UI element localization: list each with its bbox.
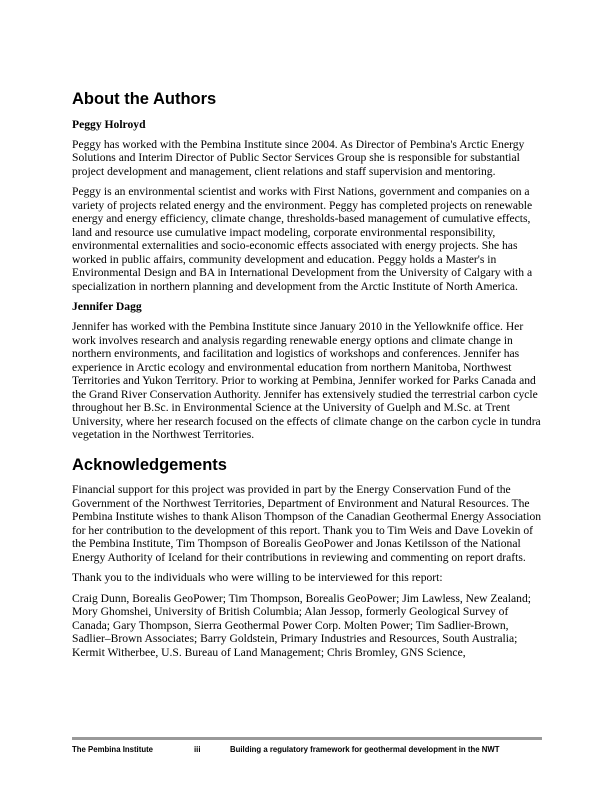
footer-page-number: iii [194, 745, 201, 754]
peggy-paragraph-1: Peggy has worked with the Pembina Institute since 2004. As Director of Pembina's Arctic Energy Solutions and Interim Director of Public Sector Services Group she is responsible for substantial project development and management, client relations and staff supervision and mentoring. [72, 137, 525, 178]
acknowledgements-paragraph-2: Thank you to the individuals who were willing to be interviewed for this report: [72, 571, 443, 585]
footer-divider [72, 737, 542, 740]
author-name-jennifer: Jennifer Dagg [72, 300, 142, 314]
peggy-paragraph-2: Peggy is an environmental scientist and works with First Nations, government and companies on a variety of projects related energy and the environment. Peggy has completed projects on renewable energy and energy efficiency, climate change, thresholds-based management of cumulative effects, land and resource use cumulative impact modeling, corporate environmental responsibility, environmental externalities and socio-economic effects associated with energy projects. She has worked in public affairs, community development and education. Peggy holds a Master's in Environmental Design and BA in International Development from the University of Calgary with a specialization in northern planning and development from the Arctic Institute of North America. [72, 185, 533, 293]
acknowledgements-paragraph-1: Financial support for this project was provided in part by the Energy Conservation Fund of the Government of the Northwest Territories, Department of Environment and Natural Resources. The Pembina Institute wishes to thank Alison Thompson of the Canadian Geothermal Energy Association for her contribution to the development of this report. Thank you to Tim Weis and Dave Lovekin of the Pembina Institute, Tim Thompson of Borealis GeoPower and Jonas Ketilsson of the National Energy Authority of Iceland for their contributions in reviewing and commenting on report drafts. [72, 483, 542, 564]
footer-organization: The Pembina Institute [72, 745, 154, 754]
jennifer-paragraph-1: Jennifer has worked with the Pembina Institute since January 2010 in the Yellowknife office. Her work involves research and analysis regarding renewable energy options and climate change in northern environments, and facilitation and logistics of workshops and conferences. Jennifer has experience in Arctic ecology and environmental education from northern Manitoba, Northwest Territories and Yukon Territory. Prior to working at Pembina, Jennifer worked for Parks Canada and the Grand River Conservation Authority. Jennifer has extensively studied the terrestrial carbon cycle throughout her B.Sc. in Environmental Science at the University of Guelph and M.Sc. at Trent University, where her research focused on the effects of climate change on the carbon cycle in tundra vegetation in the Northwest Territories. [72, 320, 541, 442]
page-content [72, 90, 542, 666]
author-name-peggy: Peggy Holroyd [72, 117, 146, 131]
acknowledgements-heading: Acknowledgements [72, 455, 227, 474]
footer-report-title: Building a regulatory framework for geothermal development in the NWT [230, 745, 500, 754]
about-authors-heading: About the Authors [72, 90, 217, 108]
acknowledgements-paragraph-3: Craig Dunn, Borealis GeoPower; Tim Thompson, Borealis GeoPower; Jim Lawless, New Zealand; Mory Ghomshei, University of British Columbia; Alan Jessop, formerly Geological Survey of Canada; Gary Thompson, Sierra Geothermal Power Corp. Molten Power; Tim Sadlier-Brown, Sadlier–Brown Associates; Barry Goldstein, Primary Industries and Resources, South Australia; Kermit Witherbee, U.S. Bureau of Land Management; Chris Bromley, GNS Science, [72, 591, 531, 659]
